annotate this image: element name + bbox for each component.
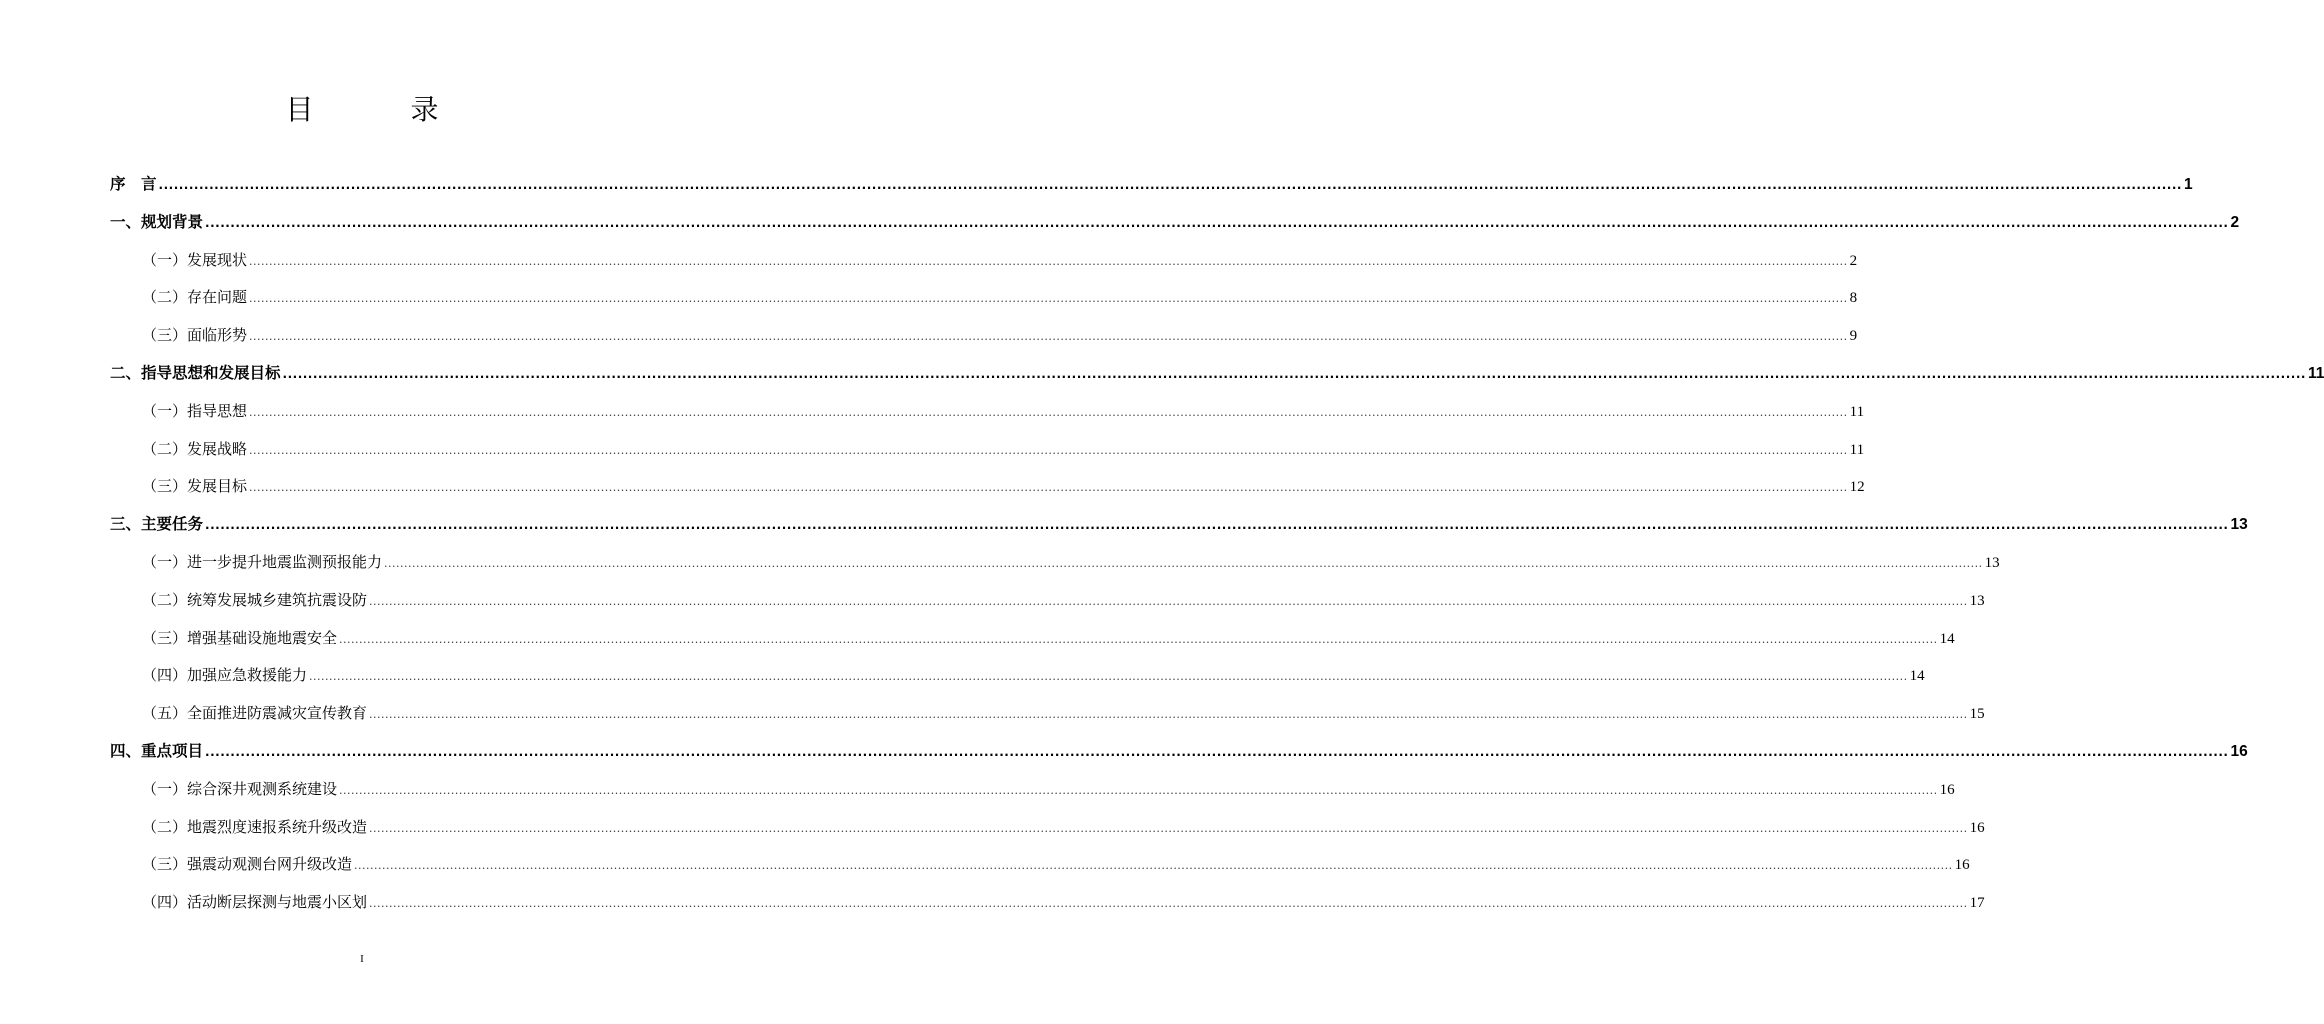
toc-entry-label: （一）进一步提升地震监测预报能力 [142, 552, 383, 571]
toc-entry-label: （四）加强应急救援能力 [142, 666, 308, 685]
toc-entry[interactable] [110, 359, 2324, 397]
toc-dot-leader: ................................................................................................................................................................................................................................................................................................................................................................................................................ [309, 670, 1908, 684]
toc-entry[interactable] [110, 888, 1985, 926]
toc-entry-page-number: 13 [1969, 592, 1985, 609]
toc-entry[interactable] [110, 246, 1858, 284]
toc-entry-page-number: 16 [1969, 819, 1985, 836]
toc-entry-label: （三）发展目标 [142, 477, 248, 496]
toc-entry-page-number: 14 [1909, 668, 1925, 685]
toc-entry-page-number: 14 [1939, 630, 1955, 647]
toc-entry[interactable] [110, 661, 1925, 699]
toc-entry[interactable] [110, 510, 2248, 548]
toc-entry-page-number: 13 [1984, 554, 2000, 571]
toc-dot-leader: ................................................................................................................................................................................................................................................................................................................................................................................................................ [249, 330, 1848, 344]
toc-entry[interactable] [110, 699, 1985, 737]
toc-dot-leader: ................................................................................................................................................................................................................................................................................................................................................................................................................ [369, 897, 1968, 911]
toc-entry-label: （二）存在问题 [142, 288, 248, 307]
toc-dot-leader: ................................................................................................................................................................................................................................................................................................................................................................................................................ [339, 783, 1938, 797]
toc-entry-page-number: 8 [1849, 290, 1858, 307]
toc-dot-leader: ................................................................................................................................................................................................................................................................................................................................................................................................................ [249, 443, 1848, 457]
toc-entry-page-number: 1 [2183, 176, 2193, 193]
toc-dot-leader: ................................................................................................................................................................................................................................................................................................................................................................................................................ [205, 744, 2229, 759]
toc-entry-page-number: 16 [1954, 857, 1970, 874]
toc-entry-label: 序 言 [110, 175, 157, 193]
toc-entry[interactable] [110, 435, 1865, 473]
toc-title: 目 录 [285, 93, 483, 126]
toc-entry[interactable] [110, 624, 1955, 662]
toc-dot-leader: ................................................................................................................................................................................................................................................................................................................................................................................................................ [249, 292, 1848, 306]
toc-entry-page-number: 2 [1849, 252, 1858, 269]
toc-entry[interactable] [110, 208, 2240, 246]
toc-entry-page-number: 11 [1849, 441, 1865, 458]
toc-entry-label: 四、重点项目 [110, 741, 204, 760]
toc-entry-label: （二）地震烈度速报系统升级改造 [142, 817, 368, 836]
toc-entry[interactable] [110, 548, 2000, 586]
toc-entry[interactable] [110, 813, 1985, 851]
toc-entry[interactable] [110, 586, 1985, 624]
toc-entry-page-number: 15 [1969, 706, 1985, 723]
toc-dot-leader: ................................................................................................................................................................................................................................................................................................................................................................................................................ [249, 405, 1848, 419]
toc-entry[interactable] [110, 737, 2248, 775]
toc-entry-page-number: 9 [1849, 328, 1858, 345]
toc-dot-leader: ................................................................................................................................................................................................................................................................................................................................................................................................................ [369, 594, 1968, 608]
toc-dot-leader: ................................................................................................................................................................................................................................................................................................................................................................................................................ [369, 821, 1968, 835]
toc-entry-label: （三）增强基础设施地震安全 [142, 628, 338, 647]
toc-entry-page-number: 16 [2230, 742, 2248, 760]
toc-dot-leader: ................................................................................................................................................................................................................................................................................................................................................................................................................ [249, 481, 1848, 495]
toc-dot-leader: ................................................................................................................................................................................................................................................................................................................................................................................................................ [205, 518, 2229, 533]
toc-entry-label: （四）活动断层探测与地震小区划 [142, 893, 368, 912]
toc-entry-label: （二）统筹发展城乡建筑抗震设防 [142, 590, 368, 609]
toc-dot-leader: ................................................................................................................................................................................................................................................................................................................................................................................................................ [339, 632, 1938, 646]
toc-entry-label: 一、规划背景 [110, 212, 204, 231]
toc-dot-leader: ................................................................................................................................................................................................................................................................................................................................................................................................................ [369, 708, 1968, 722]
toc-entry[interactable] [110, 850, 1970, 888]
toc-entry-page-number: 11 [1849, 403, 1865, 420]
page-number: I [360, 953, 364, 965]
toc-entry-label: （一）发展现状 [142, 250, 248, 269]
toc-entry-page-number: 11 [2307, 364, 2324, 382]
toc-entry-label: （一）综合深井观测系统建设 [142, 779, 338, 798]
toc-dot-leader: ................................................................................................................................................................................................................................................................................................................................................................................................................ [354, 859, 1953, 873]
toc-entry[interactable] [110, 321, 1858, 359]
toc-dot-leader: ................................................................................................................................................................................................................................................................................................................................................................................................................ [282, 366, 2306, 381]
toc-entry-page-number: 16 [1939, 781, 1955, 798]
toc-entry-label: （三）强震动观测台网升级改造 [142, 855, 353, 874]
toc-entry-page-number: 12 [1849, 479, 1865, 496]
toc-entry-label: （二）发展战略 [142, 439, 248, 458]
toc-dot-leader: ................................................................................................................................................................................................................................................................................................................................................................................................................ [205, 215, 2229, 230]
toc-entry[interactable] [110, 283, 1858, 321]
toc-dot-leader: ................................................................................................................................................................................................................................................................................................................................................................................................................ [158, 178, 2182, 192]
toc-dot-leader: ................................................................................................................................................................................................................................................................................................................................................................................................................ [249, 254, 1848, 268]
toc-list [110, 170, 2324, 926]
toc-entry[interactable] [110, 397, 1865, 435]
toc-entry[interactable] [110, 472, 1865, 510]
toc-entry-label: （一）指导思想 [142, 401, 248, 420]
toc-entry[interactable] [110, 170, 2193, 208]
toc-entry-page-number: 13 [2230, 516, 2248, 534]
toc-entry-label: （三）面临形势 [142, 326, 248, 345]
toc-entry-page-number: 17 [1969, 895, 1985, 912]
toc-entry-label: 二、指导思想和发展目标 [110, 363, 281, 382]
toc-entry[interactable] [110, 775, 1955, 813]
toc-dot-leader: ................................................................................................................................................................................................................................................................................................................................................................................................................ [384, 556, 1983, 570]
toc-entry-label: （五）全面推进防震减灾宣传教育 [142, 704, 368, 723]
toc-entry-page-number: 2 [2230, 213, 2240, 231]
toc-entry-label: 三、主要任务 [110, 515, 204, 534]
